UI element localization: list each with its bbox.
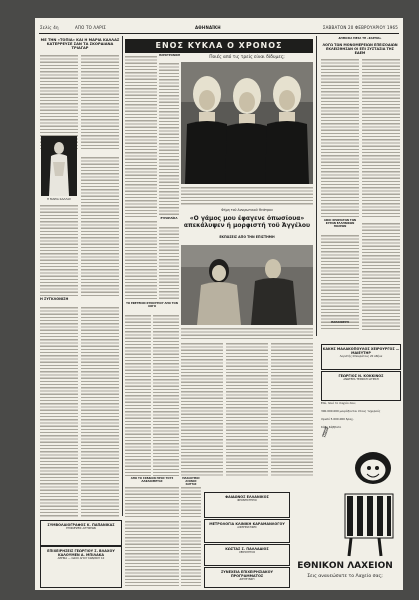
- center-text-1: [125, 55, 157, 217]
- ad-sub: ΔΙΕΥΘΥΝΣΗ: [239, 578, 255, 582]
- page-number: Σελίς 4η: [40, 25, 59, 30]
- center-text-6: [153, 314, 179, 476]
- right-midhead-2: ΠΑΡΑΣΚΕΥΗ: [331, 321, 349, 324]
- ad-title: ΚΩΣΤΑΣ Σ. ΠΑΛΛΑΔΙΟΣ: [225, 547, 269, 551]
- ad-title: ΣΥΜΒΟΛΑΙΟΓΡΑΦΟΣ Κ. ΠΑΠΑΝΙΚΑΣ: [47, 523, 115, 527]
- lottery-slogan: Σεις ανανεώσατε το Λαχείο σας;: [307, 574, 383, 579]
- center-text-8: [226, 342, 268, 476]
- ad-title: ΦΑΙΔΩΝΟΣ ΕΛΛΑΝΙΚΟΣ: [225, 495, 269, 499]
- ad-title: ΣΥΝΕΧΕΙΑ ΕΠΙΧΕΙΡΗΣΙΑΚΟΥ ΠΡΟΓΡΑΜΜΑΤΟΣ: [220, 570, 274, 579]
- left-text-3: [81, 156, 119, 296]
- ad-sub: Λογιστής Ιπποκράτους 20 Αθήνα: [339, 355, 383, 359]
- page-date: ΣΑΒΒΑΤΟΝ 20 ΦΕΒΡΟΥΑΡΙΟΥ 1965: [322, 25, 398, 30]
- three-women-image: [181, 62, 313, 184]
- center-colhead-4: ΑΠΟ ΤΟ ΣΧΕΔΙΟΝ ΠΡΟΣ ΤΟΥΣ ΛΑΦΑΙΟΜΕΤΑΣ: [130, 477, 174, 483]
- right-text-2: [362, 58, 400, 218]
- ad-title: ΕΠΙΧΕΙΡΗΣΕΙΣ ΓΕΩΡΓΙΟΥ Σ. ΒΛΑΧΟΥ ΚΑΛΟΥΜΕΝ Α. ΜΠΙΛΑΚΑ: [47, 549, 115, 558]
- ad-box-2: [40, 546, 122, 588]
- newspaper-page: [35, 18, 403, 590]
- col-rule-1: [122, 36, 123, 516]
- center-text-3: [125, 220, 157, 300]
- right-midhead: ΑΦΟΙ ΧΡΩΜΑΤΩΝ ΤΩΝ ΚΥΡΩΝ ΕΛΛΗΝΙΚΩΝ ΠΟΛΕΩΝ: [323, 219, 357, 228]
- ad-sub: ΕΠΙΣΚΕΨΕΙΣ ΑΙΤΗΣΕΩΝ: [66, 527, 96, 531]
- ad-title: ΓΕΩΡΓΙΟΣ Ν. ΚΟΚΚΙΝΟΣ: [338, 374, 384, 378]
- lottery-title: ΕΘΝΙΚΟΝ ΛΑΧΕΙΟΝ: [297, 561, 393, 571]
- center-colhead-3: ΤΟ ΕΦΕΤΕΙΟΝ ΚΥΝΟΥΡΙΟΥ ΑΠΟ ΤΟΝ ΛΟΓΟ: [126, 302, 178, 308]
- ad-sub: ΑΝΩΤΕΡΑ ΤΕΧΝΙΚΗ ΙΑΤΡΙΚΗ: [343, 378, 379, 382]
- right-text-3: [321, 234, 359, 330]
- banner-bar: [125, 39, 313, 53]
- center-text-5: [125, 314, 151, 476]
- left-text-4: [40, 204, 78, 296]
- right-headline: ΛΟΓΩ ΤΩΝ ΜΟΝΟΜΕΡΕΙΩΝ ΕΠΕΙΣΟΔΙΩΝ ΕΚΛΕΙΣΘΗΣΑΝ ΟΙ ΕΠΙ ΣΥΣΤΑΣΙΑ ΤΗΣ ΕΔΕΜ: [322, 43, 398, 55]
- ad-box-8: [321, 371, 401, 401]
- ad-sub: ΧΕΙΡΟΥΡΓΟΣ: [238, 551, 256, 555]
- center-text-9: [271, 342, 313, 476]
- center-text-4: [159, 226, 179, 300]
- left-text-6: [81, 306, 119, 518]
- quote-headline: «Ο γάμος μου έφαγενε όπωσίουα» απεκάλυψεν ή μορφιστή τοϋ Άγγέλου: [183, 215, 311, 229]
- ad-box-1: [40, 520, 122, 546]
- quote-overline: Φήμη τού Αννιρωτικού Θεάτρου: [221, 208, 273, 212]
- center-colhead-2: ΕΥΡΩΠΑΪΚΑ: [160, 217, 178, 220]
- right-kicker: ΔΗΜΟΣΙΑ ΜΕΣΑ ΤΗ «ΚΑΡΠΙΑ»: [338, 37, 382, 40]
- header-rule: [39, 33, 399, 34]
- photo-caption-text: [181, 186, 313, 206]
- center-text-11: [181, 486, 201, 518]
- lottery-line-1: Εσύ, ποιό το Λαχείο σου;: [321, 401, 356, 405]
- left-section-head: Η ΣΥΓΚΛΟΝΙΣΗ: [40, 297, 69, 301]
- ad-title: ΚΑΚΗΣ ΜΑΛΑΚΟΠΟΥΛΟΣ ΧΕΙΡΟΥΡΓΟΣ — ΜΑΙΕΥΤΗΡ: [322, 347, 400, 356]
- couple-image: [181, 245, 313, 325]
- section-label: ΑΠΟ ΤΟ ΛΑΡΙΣ: [75, 25, 107, 30]
- twins-photo: [181, 62, 313, 184]
- ad-box-4: [204, 519, 290, 543]
- ad-sub: ΑΘΗΝΑ — ΟΔΟΣ ΑΓΙΟΥ ΚΩΝ/ΝΟΥ 10: [57, 557, 105, 561]
- center-colhead-1: ΗΛΕΚΤΡΟΝΙΚΗ: [159, 54, 181, 57]
- paper-name: ΑΘΗΝΑΪΚΗ: [195, 25, 221, 30]
- ad-sub: ΑΙΣΘΗΜΑΤΙΚΕΣ: [237, 526, 257, 530]
- quote-subhead: ΕΚΠΩΣΕΙΣ ΑΠΟ ΤΗΝ ΕΠΙΣΤΗΜΗ: [219, 235, 275, 239]
- ad-title: ΜΕΤΡΟΛΟΓΙΑ ΚΛΙΝΙΚΗ ΚΑΡΑΜΑΝΛΟΓΟΥ: [209, 522, 285, 526]
- couple-caption-text: [181, 327, 313, 339]
- center-text-10: [125, 486, 179, 518]
- lottery-line-2: 300.000.000 μοιράζονται στους τυχερούς: [321, 409, 381, 413]
- left-headline: ΜΕ ΤΗΝ «ΤΟΠΙΑ» ΚΑΙ Η ΜΑΡΙΑ ΚΑΛΛΑΣ ΚΑΤΕΡΡΕΥΣΕ ΣΑΝ ΤΑ ΣΚΟΡΔΙΑΝΑ ΤΡΙΑΓΑΡ: [40, 38, 120, 51]
- ad-box-6: [204, 567, 290, 588]
- lottery-line-3: Χρυσό 5.000.000 δραχ.: [321, 417, 354, 421]
- couple-photo: [181, 245, 313, 325]
- center-text-12: [125, 520, 179, 586]
- lottery-line-4: Κάθε Σάββατο: [321, 425, 342, 429]
- callas-caption: Η ΜΑΡΙΑ ΚΑΛΛΑΣ: [47, 197, 71, 201]
- ad-sub: ΦΡΟΝΤΙΣΤΗΡΙΟ: [237, 499, 257, 503]
- ad-box-5: [204, 544, 290, 566]
- banner-title: ΕΝΟΣ ΚΥΚΛΑ Ο ΧΡΟΝΟΣ: [155, 41, 283, 50]
- mascot-image: [335, 434, 399, 558]
- ad-box-7: [321, 344, 401, 370]
- center-text-2: [159, 62, 179, 217]
- col-rule-2: [316, 36, 317, 336]
- center-colhead-5: ΜΑΣΑΟΥΜΟΣ ΑΣΟΝΟΣ ΣΑΙΤΤΑΣ: [182, 477, 200, 486]
- ticket-label: ΕΘΝΙΚΟΝ ΛΑΧΕΙΟΝ: [322, 426, 330, 438]
- left-text-5: [40, 306, 78, 518]
- banner-subtitle: Ποιές από τις τρείς είναι δίδυμες;: [209, 55, 285, 60]
- lottery-mascot: [335, 434, 399, 558]
- callas-figure: [41, 136, 77, 196]
- center-text-13: [181, 520, 201, 586]
- ad-box-3: [204, 492, 290, 518]
- right-text-4: [362, 222, 400, 330]
- callas-photo: [41, 136, 77, 196]
- center-text-7: [181, 342, 223, 476]
- right-text-1: [321, 58, 359, 218]
- left-text-2: [81, 54, 119, 151]
